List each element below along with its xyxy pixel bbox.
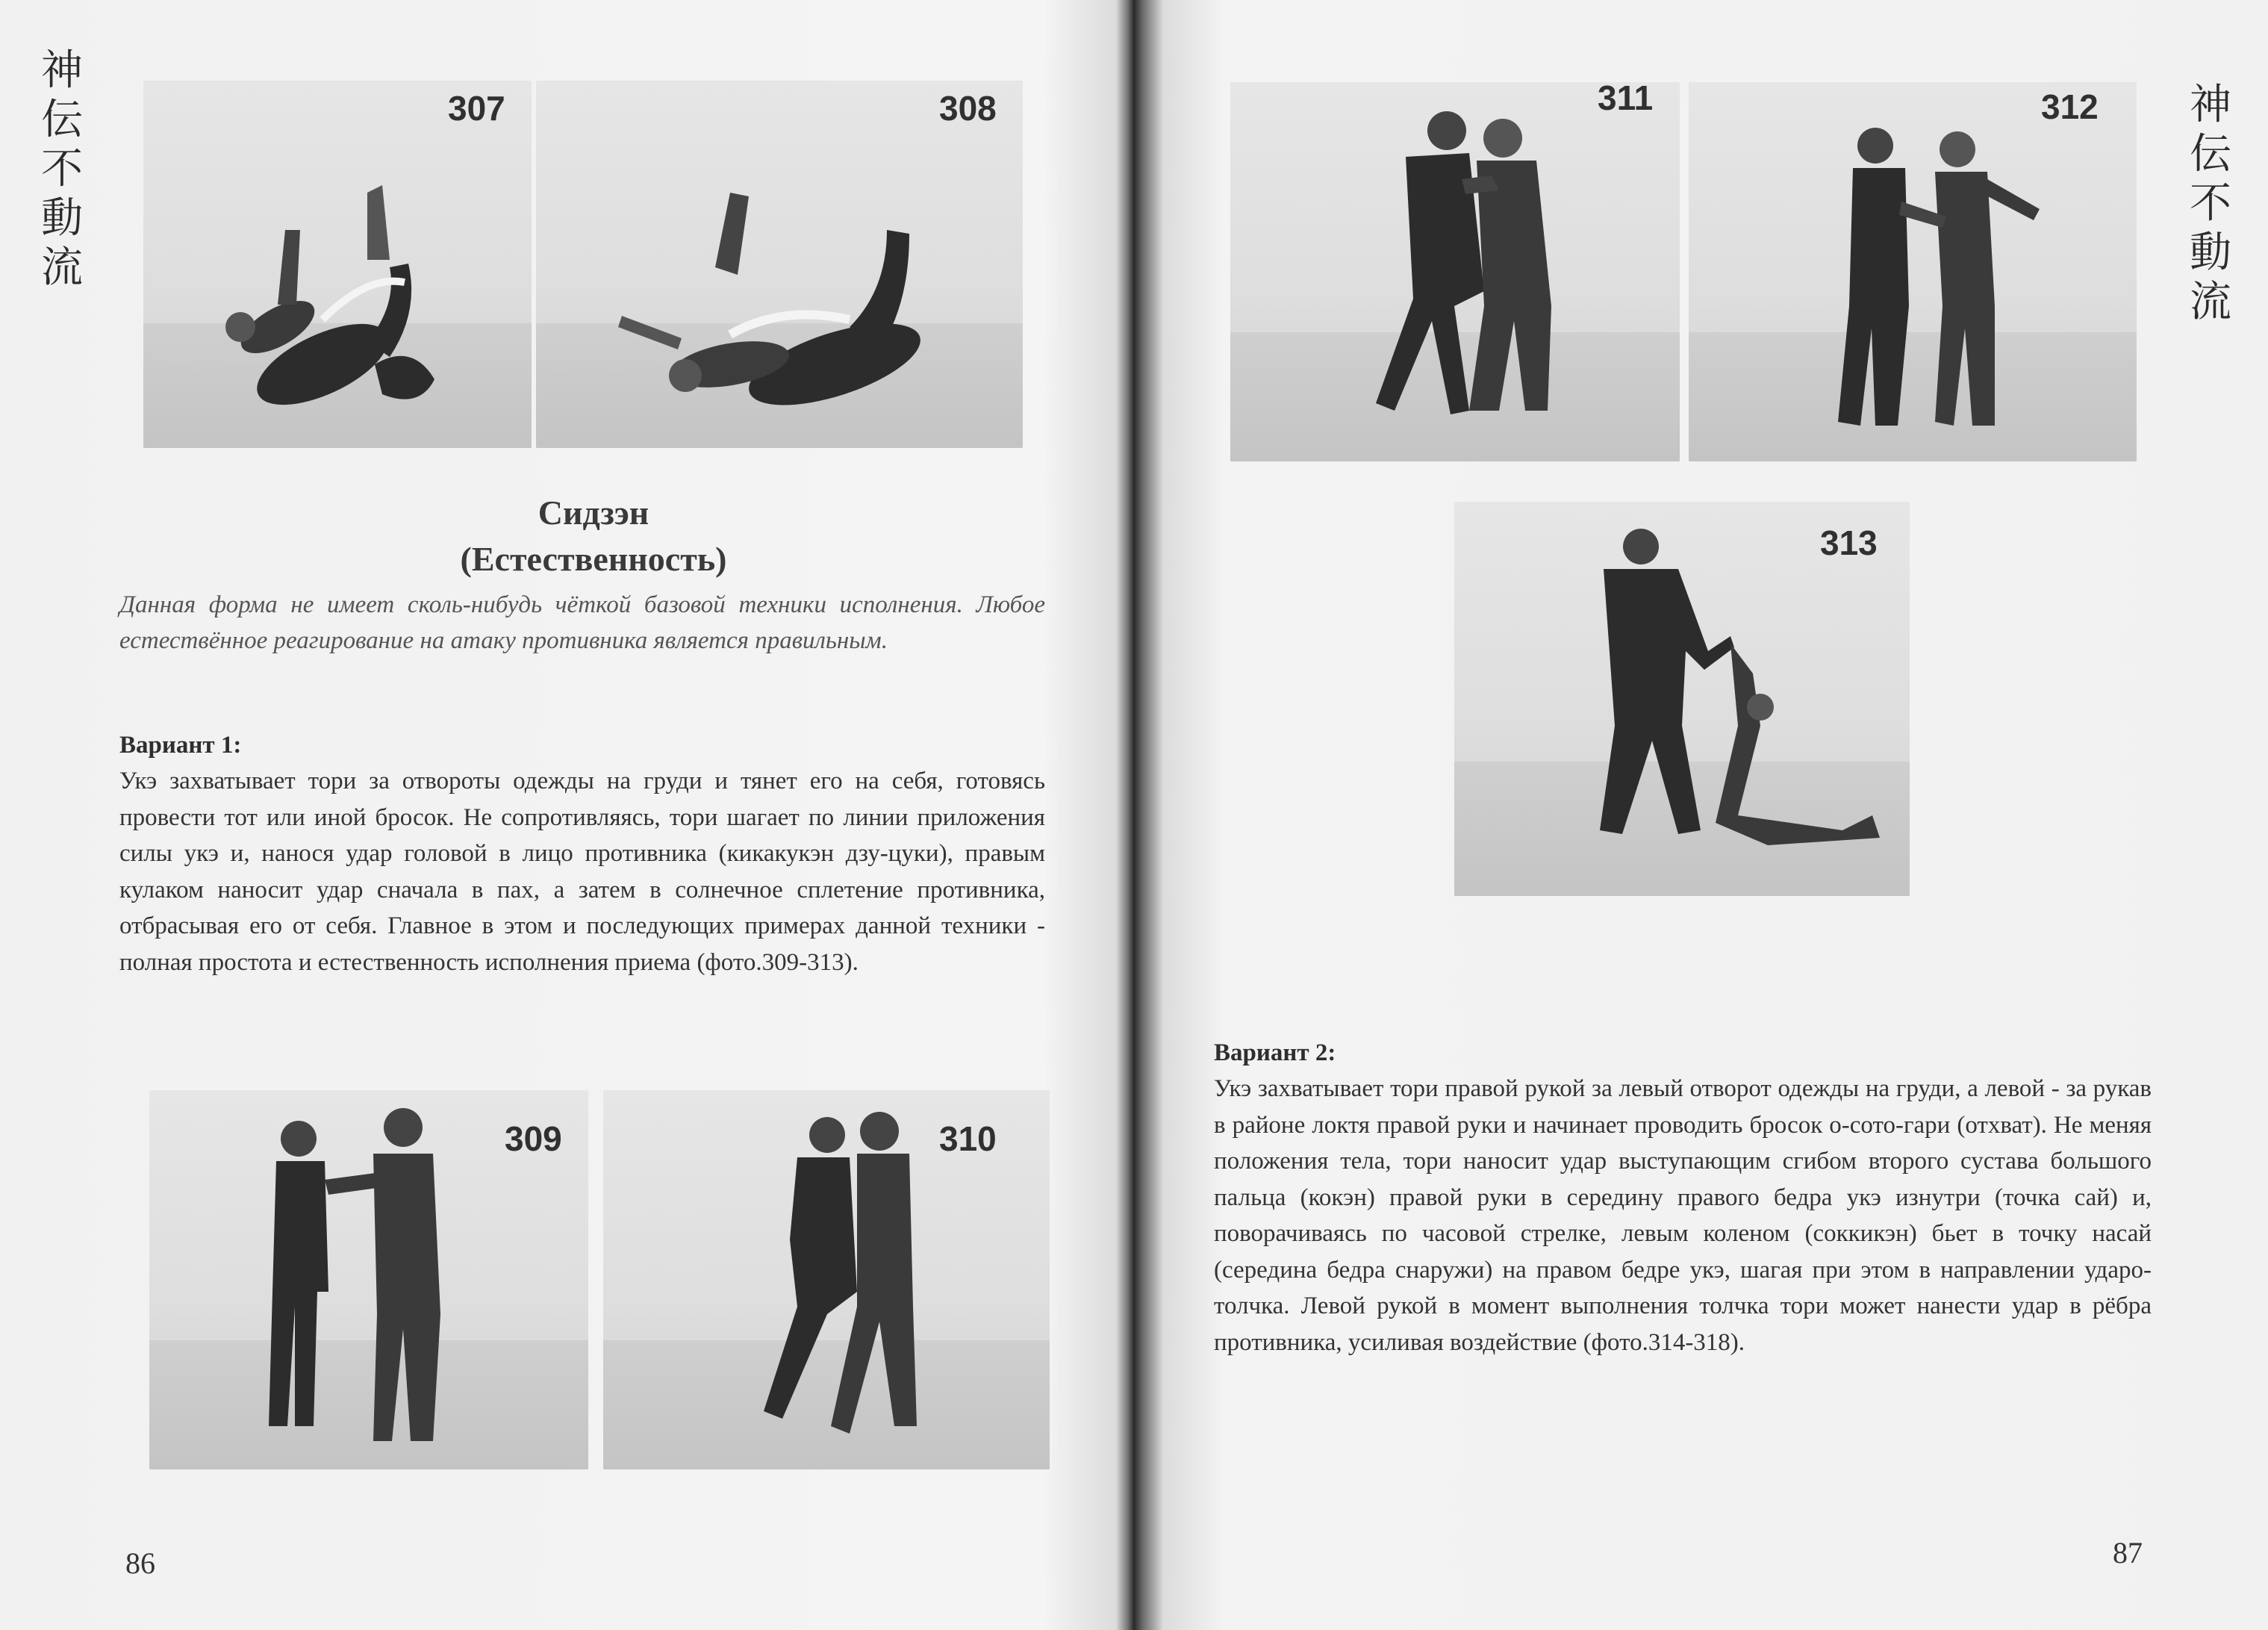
variant-1-heading: Вариант 1: xyxy=(119,732,242,759)
photo-307-figures xyxy=(143,81,532,448)
kanji-char: 不 xyxy=(2190,179,2231,228)
kanji-char: 神 xyxy=(2190,81,2231,129)
kanji-char: 伝 xyxy=(41,96,83,144)
kanji-char: 不 xyxy=(41,145,83,193)
photo-310-number: 310 xyxy=(939,1119,997,1158)
left-page xyxy=(0,0,1120,1630)
variant-1-text: Укэ захватывает тори за отвороты одежды на груди и тянет его на себя, готовясь провести тот или иной бросок. Не сопротивляясь, тори шагает по линии приложения силы укэ и, нанося удар головой в лицо противника (кикакукэн дзу-цуки), правым кулаком наносит удар сначала в пах, а затем в солнечное сплетение противника, отбрасывая его от себя. Главное в этом и последующих примерах данной техники - полная простота и естественность исполнения приема (фото.309-313). xyxy=(119,768,1045,976)
kanji-vertical-title xyxy=(2184,81,2237,327)
kanji-vertical-title xyxy=(36,46,88,293)
page-number-left: 86 xyxy=(125,1546,155,1580)
section-subtitle: (Естественность) xyxy=(460,540,727,578)
page-number-right: 87 xyxy=(2113,1536,2143,1570)
photo-312 xyxy=(1689,82,2137,461)
photo-308-figures xyxy=(536,81,1023,448)
kanji-char: 流 xyxy=(2190,278,2231,326)
kanji-char: 流 xyxy=(41,243,83,292)
variant-2-heading: Вариант 2: xyxy=(1214,1039,1336,1066)
photo-307 xyxy=(143,81,532,448)
photo-312-figures xyxy=(1689,82,2137,461)
photo-312-number: 312 xyxy=(2041,87,2099,126)
photo-308 xyxy=(536,81,1023,448)
section-title: Сидзэн xyxy=(538,494,649,532)
kanji-char: 伝 xyxy=(2190,130,2231,178)
photo-313-number: 313 xyxy=(1820,523,1878,562)
intro-paragraph: Данная форма не имеет сколь-нибудь чёткой базовой техники исполнения. Любое естествённое реагирование на атаку противника является правильным. xyxy=(119,591,1045,654)
photo-308-number: 308 xyxy=(939,89,997,128)
photo-311-number: 311 xyxy=(1598,78,1654,117)
right-page xyxy=(1120,0,2268,1630)
photo-309-number: 309 xyxy=(505,1119,562,1158)
variant-2-text: Укэ захватывает тори правой рукой за левый отворот одежды на груди, а левой - за рукав в районе локтя правой руки и начинает проводить бросок о-сото-гари (отхват). Не меняя положения тела, тори наносит удар выступающим сгибом второго сустава большого пальца (кокэн) правой руки в середину правого бедра укэ изнутри (точка сай) и, поворачиваясь по часовой стрелке, левым коленом (соккикэн) бьет в точку насай (середина бедра снаружи) на правом бедре укэ, шагая при этом в направлении ударо-толчка. Левой рукой в момент выполнения толчка тори может нанести удар в рёбра противника, усиливая воздействие (фото.314-318). xyxy=(1214,1075,2152,1356)
kanji-char: 動 xyxy=(2190,228,2231,277)
kanji-char: 神 xyxy=(41,46,83,95)
photo-311-figures xyxy=(1230,82,1680,461)
photo-307-number: 307 xyxy=(448,89,505,128)
kanji-char: 動 xyxy=(41,194,83,243)
photo-311 xyxy=(1230,82,1680,461)
